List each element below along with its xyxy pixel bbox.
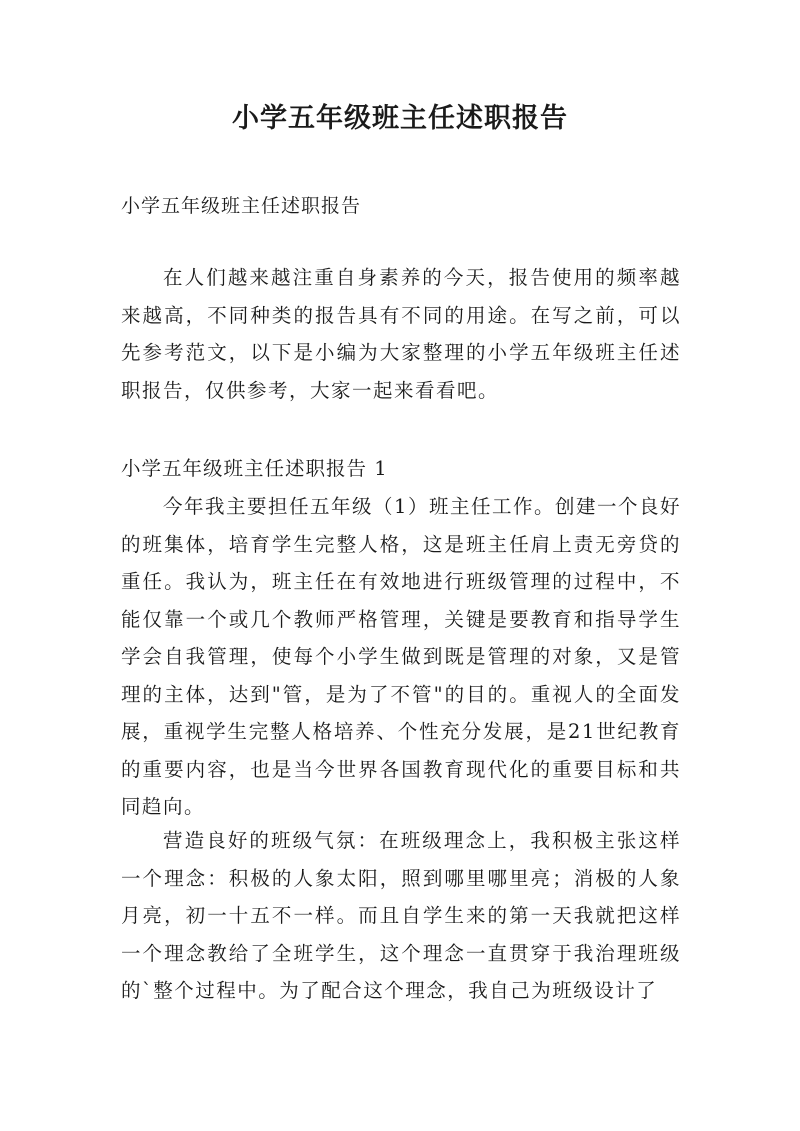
section-heading: 小学五年级班主任述职报告 1 [121, 457, 388, 480]
document-subtitle: 小学五年级班主任述职报告 [121, 195, 362, 217]
document-title: 小学五年级班主任述职报告 [232, 103, 568, 134]
section-paragraph-1: 今年我主要担任五年级（1）班主任工作。创建一个良好的班集体，培育学生完整人格，这是班主任肩上责无旁贷的重任。我认为，班主任在有效地进行班级管理的过程中，不能仅靠一个或几个教师严格管理，关键是要教育和指导学生学会自我管理，使每个小学生做到既是管理的对象，又是管理的主体，达到"管，是为了不管"的目的。重视人的全面发展，重视学生完整人格培养、个性充分发展，是21世纪教育的重要内容，也是当今世界各国教育现代化的重要目标和共同趋向。 [121, 495, 681, 818]
intro-paragraph: 在人们越来越注重自身素养的今天，报告使用的频率越来越高，不同种类的报告具有不同的用途。在写之前，可以先参考范文，以下是小编为大家整理的小学五年级班主任述职报告，仅供参考，大家一起来看看吧。 [121, 266, 681, 402]
section-paragraph-2: 营造良好的班级气氛：在班级理念上，我积极主张这样一个理念：积极的人象太阳，照到哪里哪里亮；消极的人象月亮，初一十五不一样。而且自学生来的第一天我就把这样一个理念教给了全班学生，这个理念一直贯穿于我治理班级的`整个过程中。为了配合这个理念，我自己为班级设计了 [121, 829, 681, 1002]
